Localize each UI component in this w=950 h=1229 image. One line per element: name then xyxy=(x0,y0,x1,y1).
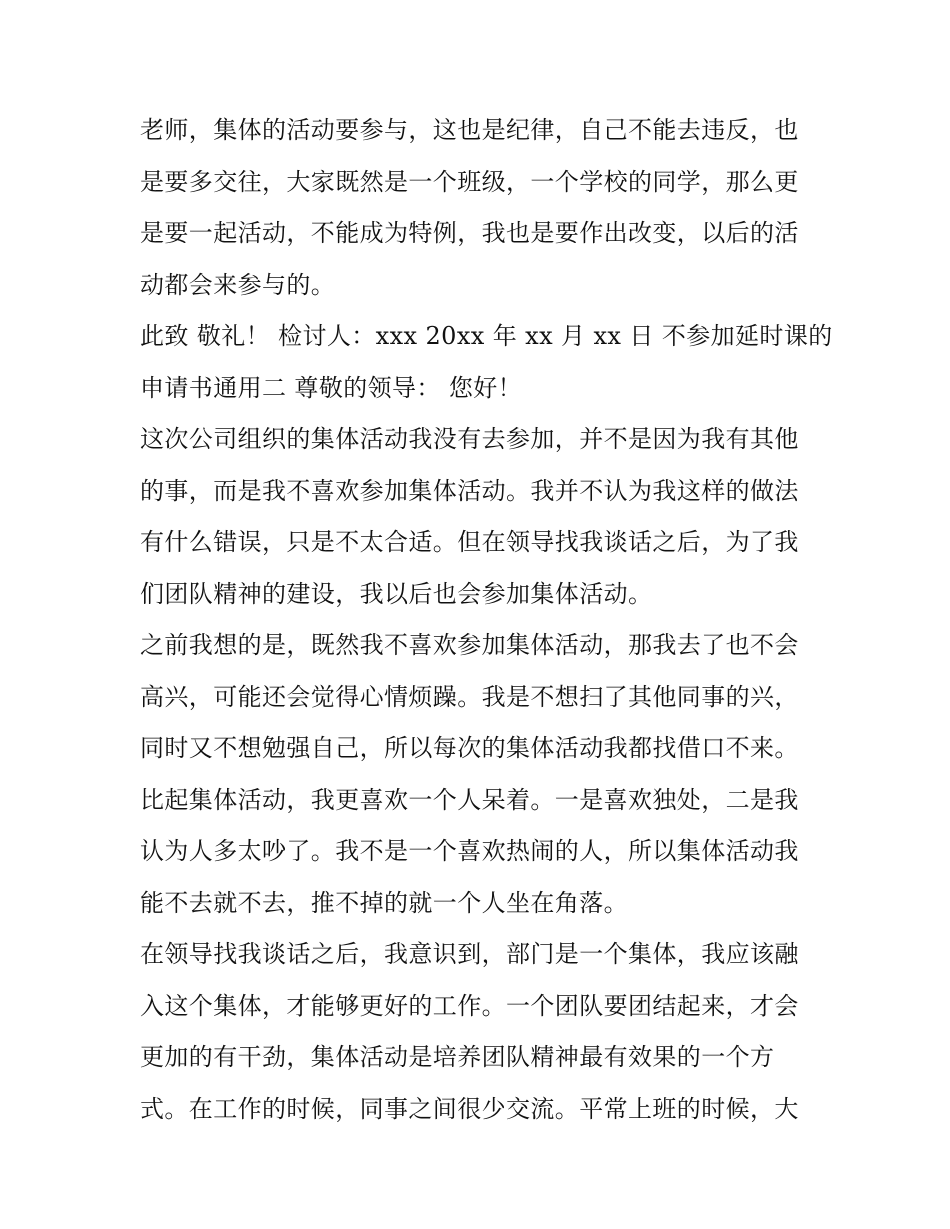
text-line: 老师，集体的活动要参与，这也是纪律，自己不能去违反，也 xyxy=(140,116,799,144)
text-line: 同时又不想勉强自己，所以每次的集体活动我都找借口不来。 xyxy=(140,734,799,762)
text-line: 是要一起活动，不能成为特例，我也是要作出改变，以后的活 xyxy=(140,219,799,247)
text-line: 高兴，可能还会觉得心情烦躁。我是不想扫了其他同事的兴， xyxy=(140,682,799,711)
text-line: 式。在工作的时候，同事之间很少交流。平常上班的时候，大 xyxy=(140,1094,799,1123)
text-line: 动都会来参与的。 xyxy=(140,270,336,299)
text-line: 更加的有干劲，集体活动是培养团队精神最有效果的一个方 xyxy=(140,1043,775,1071)
text-line: 申请书通用二 尊敬的领导： 您好！ xyxy=(140,373,523,402)
text-line: 之前我想的是，既然我不喜欢参加集体活动，那我去了也不会 xyxy=(140,631,799,659)
text-line: 认为人多太吵了。我不是一个喜欢热闹的人，所以集体活动我 xyxy=(140,837,799,865)
text-line: 是要多交往，大家既然是一个班级，一个学校的同学，那么更 xyxy=(140,167,799,196)
text-line: 们团队精神的建设，我以后也会参加集体活动。 xyxy=(140,579,653,608)
text-line: 能不去就不去，推不掉的就一个人坐在角落。 xyxy=(140,888,628,917)
document-body xyxy=(140,108,833,1138)
text-line: 有什么错误，只是不太合适。但在领导找我谈话之后，为了我 xyxy=(140,528,799,556)
text-line: 的事，而是我不喜欢参加集体活动。我并不认为我这样的做法 xyxy=(140,476,799,505)
text-line: 在领导找我谈话之后，我意识到，部门是一个集体，我应该融 xyxy=(140,940,799,968)
text-line: 这次公司组织的集体活动我没有去参加，并不是因为我有其他 xyxy=(140,425,799,453)
text-line: 比起集体活动，我更喜欢一个人呆着。一是喜欢独处，二是我 xyxy=(140,785,799,814)
text-line: 此致 敬礼！ 检讨人：xxx 20xx 年 xx 月 xx 日 不参加延时课的 xyxy=(140,322,833,350)
text-line: 入这个集体，才能够更好的工作。一个团队要团结起来，才会 xyxy=(140,991,799,1020)
